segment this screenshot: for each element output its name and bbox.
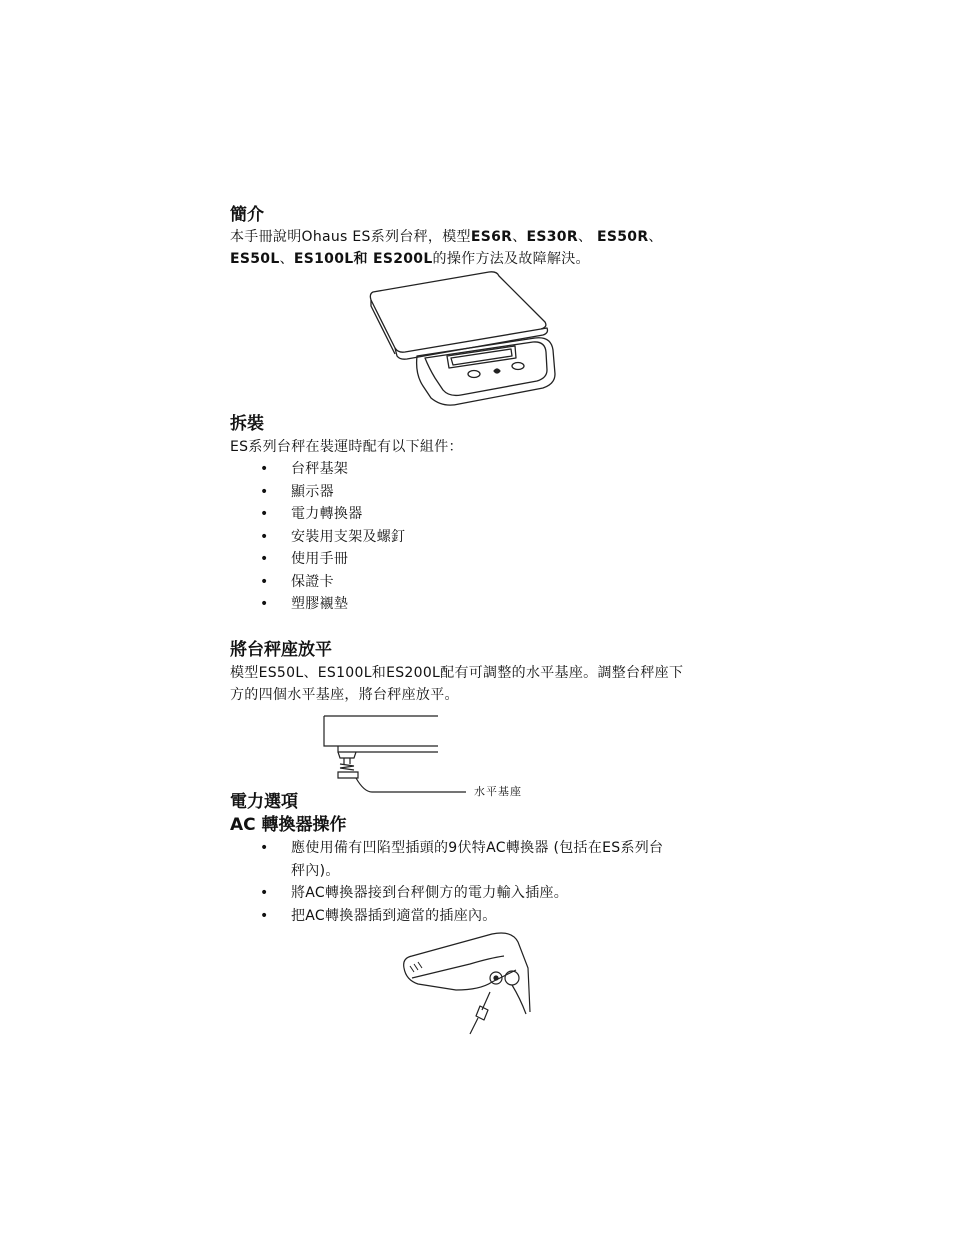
list-item: • 電力轉換器 — [230, 503, 750, 526]
list-item: • 使用手冊 — [230, 548, 750, 571]
list-item: • 應使用備有凹陷型插頭的9伏特AC轉換器 (包括在ES系列台 秤內)。 — [230, 837, 750, 882]
list-item: • 將AC轉換器接到台秤側方的電力輸入插座。 — [230, 882, 750, 905]
model-es6r: ES6R — [470, 229, 513, 245]
leveling-foot-illustration — [320, 712, 470, 798]
leveling-line-2: 方的四個水平基座，將台秤座放平。 — [230, 687, 459, 703]
list-item: • 塑膠襯墊 — [230, 593, 750, 616]
ac-adapter-illustration — [400, 928, 532, 1040]
intro-line-1: 本手冊說明Ohaus ES系列台秤，模型ES6R、ES30R、 ES50R、 — [230, 229, 663, 245]
power-heading: 電力選項 — [230, 792, 298, 812]
intro-line-2: ES50L、ES100L和 ES200L的操作方法及故障解決。 — [230, 251, 590, 267]
unpacking-intro: ES系列台秤在裝運時配有以下組件： — [230, 439, 463, 455]
leveling-line-1: 模型ES50L、ES100L和ES200L配有可調整的水平基座。調整台秤座下 — [230, 665, 684, 681]
model-es30r: ES30R — [526, 229, 578, 245]
components-list — [230, 458, 750, 616]
list-item: • 顯示器 — [230, 481, 750, 504]
intro-heading: 簡介 — [230, 205, 264, 225]
leveling-heading: 將台秤座放平 — [230, 640, 332, 660]
scale-illustration — [365, 270, 565, 412]
list-item: • 把AC轉換器插到適當的插座內。 — [230, 905, 750, 928]
ac-adapter-heading: AC 轉換器操作 — [230, 815, 347, 835]
model-es100l: ES100L — [293, 251, 354, 267]
list-item: • 安裝用支架及螺釘 — [230, 526, 750, 549]
model-es50l: ES50L — [230, 251, 280, 267]
list-item: • 保證卡 — [230, 571, 750, 594]
leveling-foot-label: 水平基座 — [474, 785, 522, 798]
unpacking-heading: 拆裝 — [230, 414, 264, 434]
list-item: • 台秤基架 — [230, 458, 750, 481]
model-es200l: ES200L — [372, 251, 433, 267]
ac-steps-list — [230, 837, 750, 927]
model-es50r: ES50R — [597, 229, 649, 245]
